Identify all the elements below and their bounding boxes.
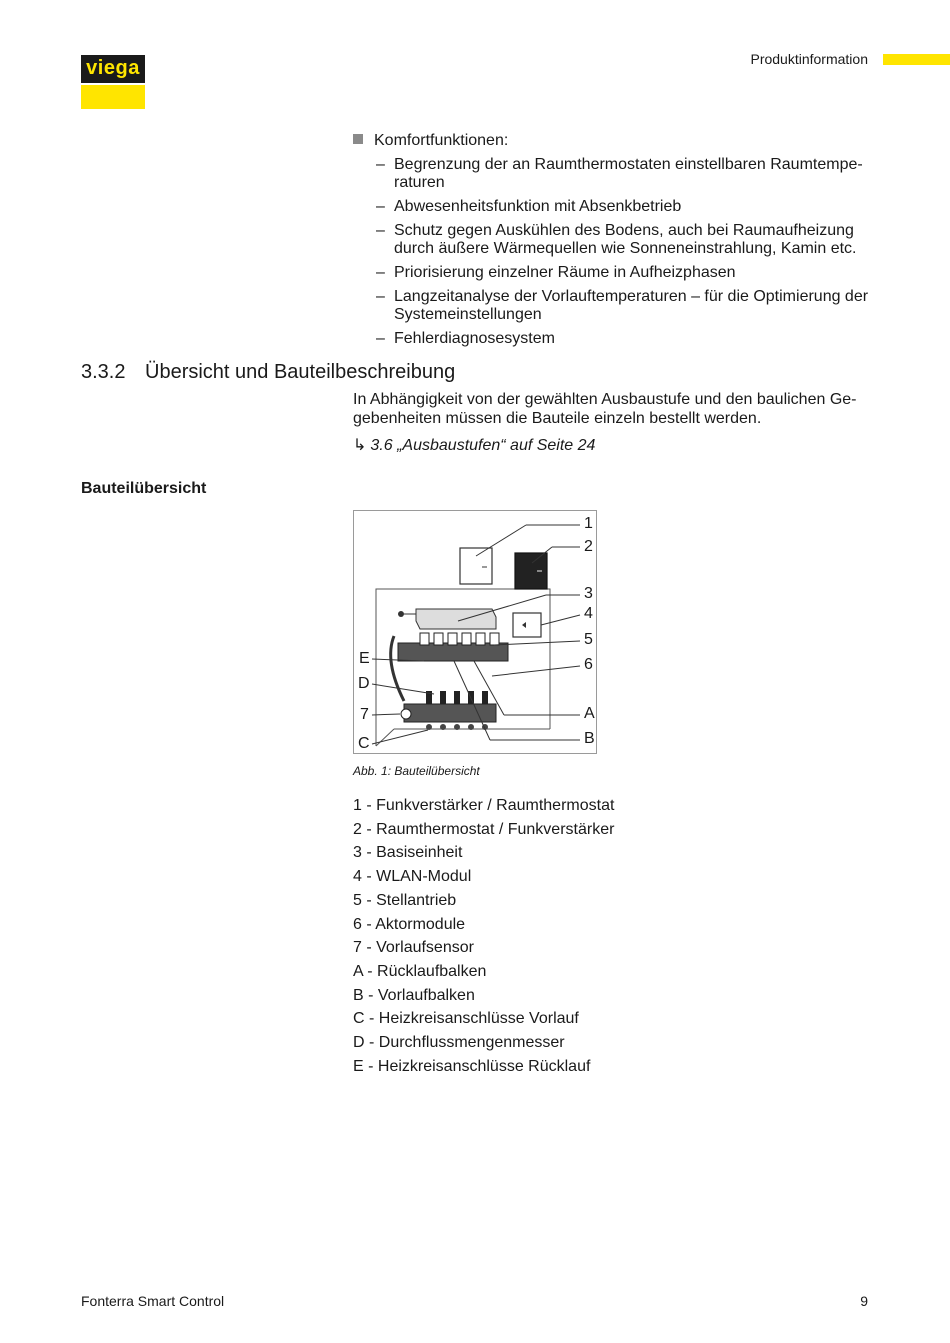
figure-label-c: C: [358, 735, 370, 752]
figure-label-e: E: [359, 650, 370, 667]
figure-label-4: 4: [584, 605, 593, 622]
footer-product-name: Fonterra Smart Control: [81, 1293, 225, 1309]
figure-label-3: 3: [584, 585, 593, 602]
figure-caption: Abb. 1: Bauteilübersicht: [353, 764, 480, 778]
list-item: – Schutz gegen Auskühlen des Bodens, auch bei Raumaufheizung durch äußere Wärmequellen wie Sonneneinstrahlung, Kamin etc.: [376, 222, 876, 258]
list-item: – Fehlerdiagnosesystem: [376, 330, 876, 348]
figure-label-5: 5: [584, 631, 593, 648]
list-item: 5 - Stellantrieb: [353, 891, 457, 909]
overview-heading: Bauteilübersicht: [81, 480, 207, 497]
footer-page-number: 9: [860, 1293, 868, 1309]
list-item: – Begrenzung der an Raumthermostaten einstellbaren Raumtempe-raturen: [376, 156, 876, 192]
component-legend: [353, 794, 614, 1078]
list-item: B - Vorlaufbalken: [353, 986, 475, 1004]
header-section-label: Produktinformation: [750, 51, 868, 67]
list-item: 1 - Funkverstärker / Raumthermostat: [353, 797, 615, 814]
figure-label-7: 7: [360, 706, 369, 723]
list-item: 3 - Basiseinheit: [353, 844, 463, 862]
list-item: D - Durchflussmengenmesser: [353, 1034, 565, 1052]
figure-label-1: 1: [584, 515, 593, 532]
section-title: Übersicht und Bauteilbeschreibung: [145, 361, 456, 383]
cross-reference-text: 3.6 „Ausbaustufen“ auf Seite 24: [370, 437, 596, 454]
list-item: 7 - Vorlaufsensor: [353, 939, 474, 957]
list-item: – Abwesenheitsfunktion mit Absenkbetrieb: [376, 198, 876, 216]
list-item: 4 - WLAN-Modul: [353, 868, 472, 886]
comfort-list: [376, 156, 876, 354]
list-item: E - Heizkreisanschlüsse Rücklauf: [353, 1057, 591, 1075]
figure-label-2: 2: [584, 538, 593, 555]
comfort-heading-text: Komfortfunktionen:: [374, 132, 509, 149]
list-item: 2 - Raumthermostat / Funkverstärker: [353, 820, 615, 838]
figure-label-a: A: [584, 705, 595, 722]
figure-label-d: D: [358, 675, 370, 692]
cross-reference-link[interactable]: [353, 435, 595, 455]
list-item: C - Heizkreisanschlüsse Vorlauf: [353, 1010, 579, 1028]
manifold-illustration: [354, 511, 596, 753]
section-paragraph: In Abhängigkeit von der gewählten Ausbaustufe und den baulichen Ge-gebenheiten müssen die Bauteile einzeln bestellt werden.: [353, 391, 857, 427]
comfort-heading: [353, 131, 508, 150]
list-item: – Langzeitanalyse der Vorlauftemperaturen – für die Optimierung der Systemeinstellungen: [376, 288, 876, 324]
viega-logo: [81, 55, 145, 109]
list-item: 6 - Aktormodule: [353, 915, 466, 933]
list-item: – Priorisierung einzelner Räume in Aufheizphasen: [376, 264, 876, 282]
figure-label-6: 6: [584, 656, 593, 673]
component-overview-figure: [353, 510, 597, 754]
reference-arrow-icon: ↳: [353, 437, 367, 454]
logo-wordmark: viega: [81, 55, 145, 83]
header-yellow-bar: [883, 54, 950, 65]
logo-yellow-block: [81, 85, 145, 109]
figure-label-b: B: [584, 730, 595, 747]
square-bullet-icon: [353, 134, 363, 144]
section-number: 3.3.2: [81, 361, 126, 383]
list-item: A - Rücklaufbalken: [353, 962, 487, 980]
